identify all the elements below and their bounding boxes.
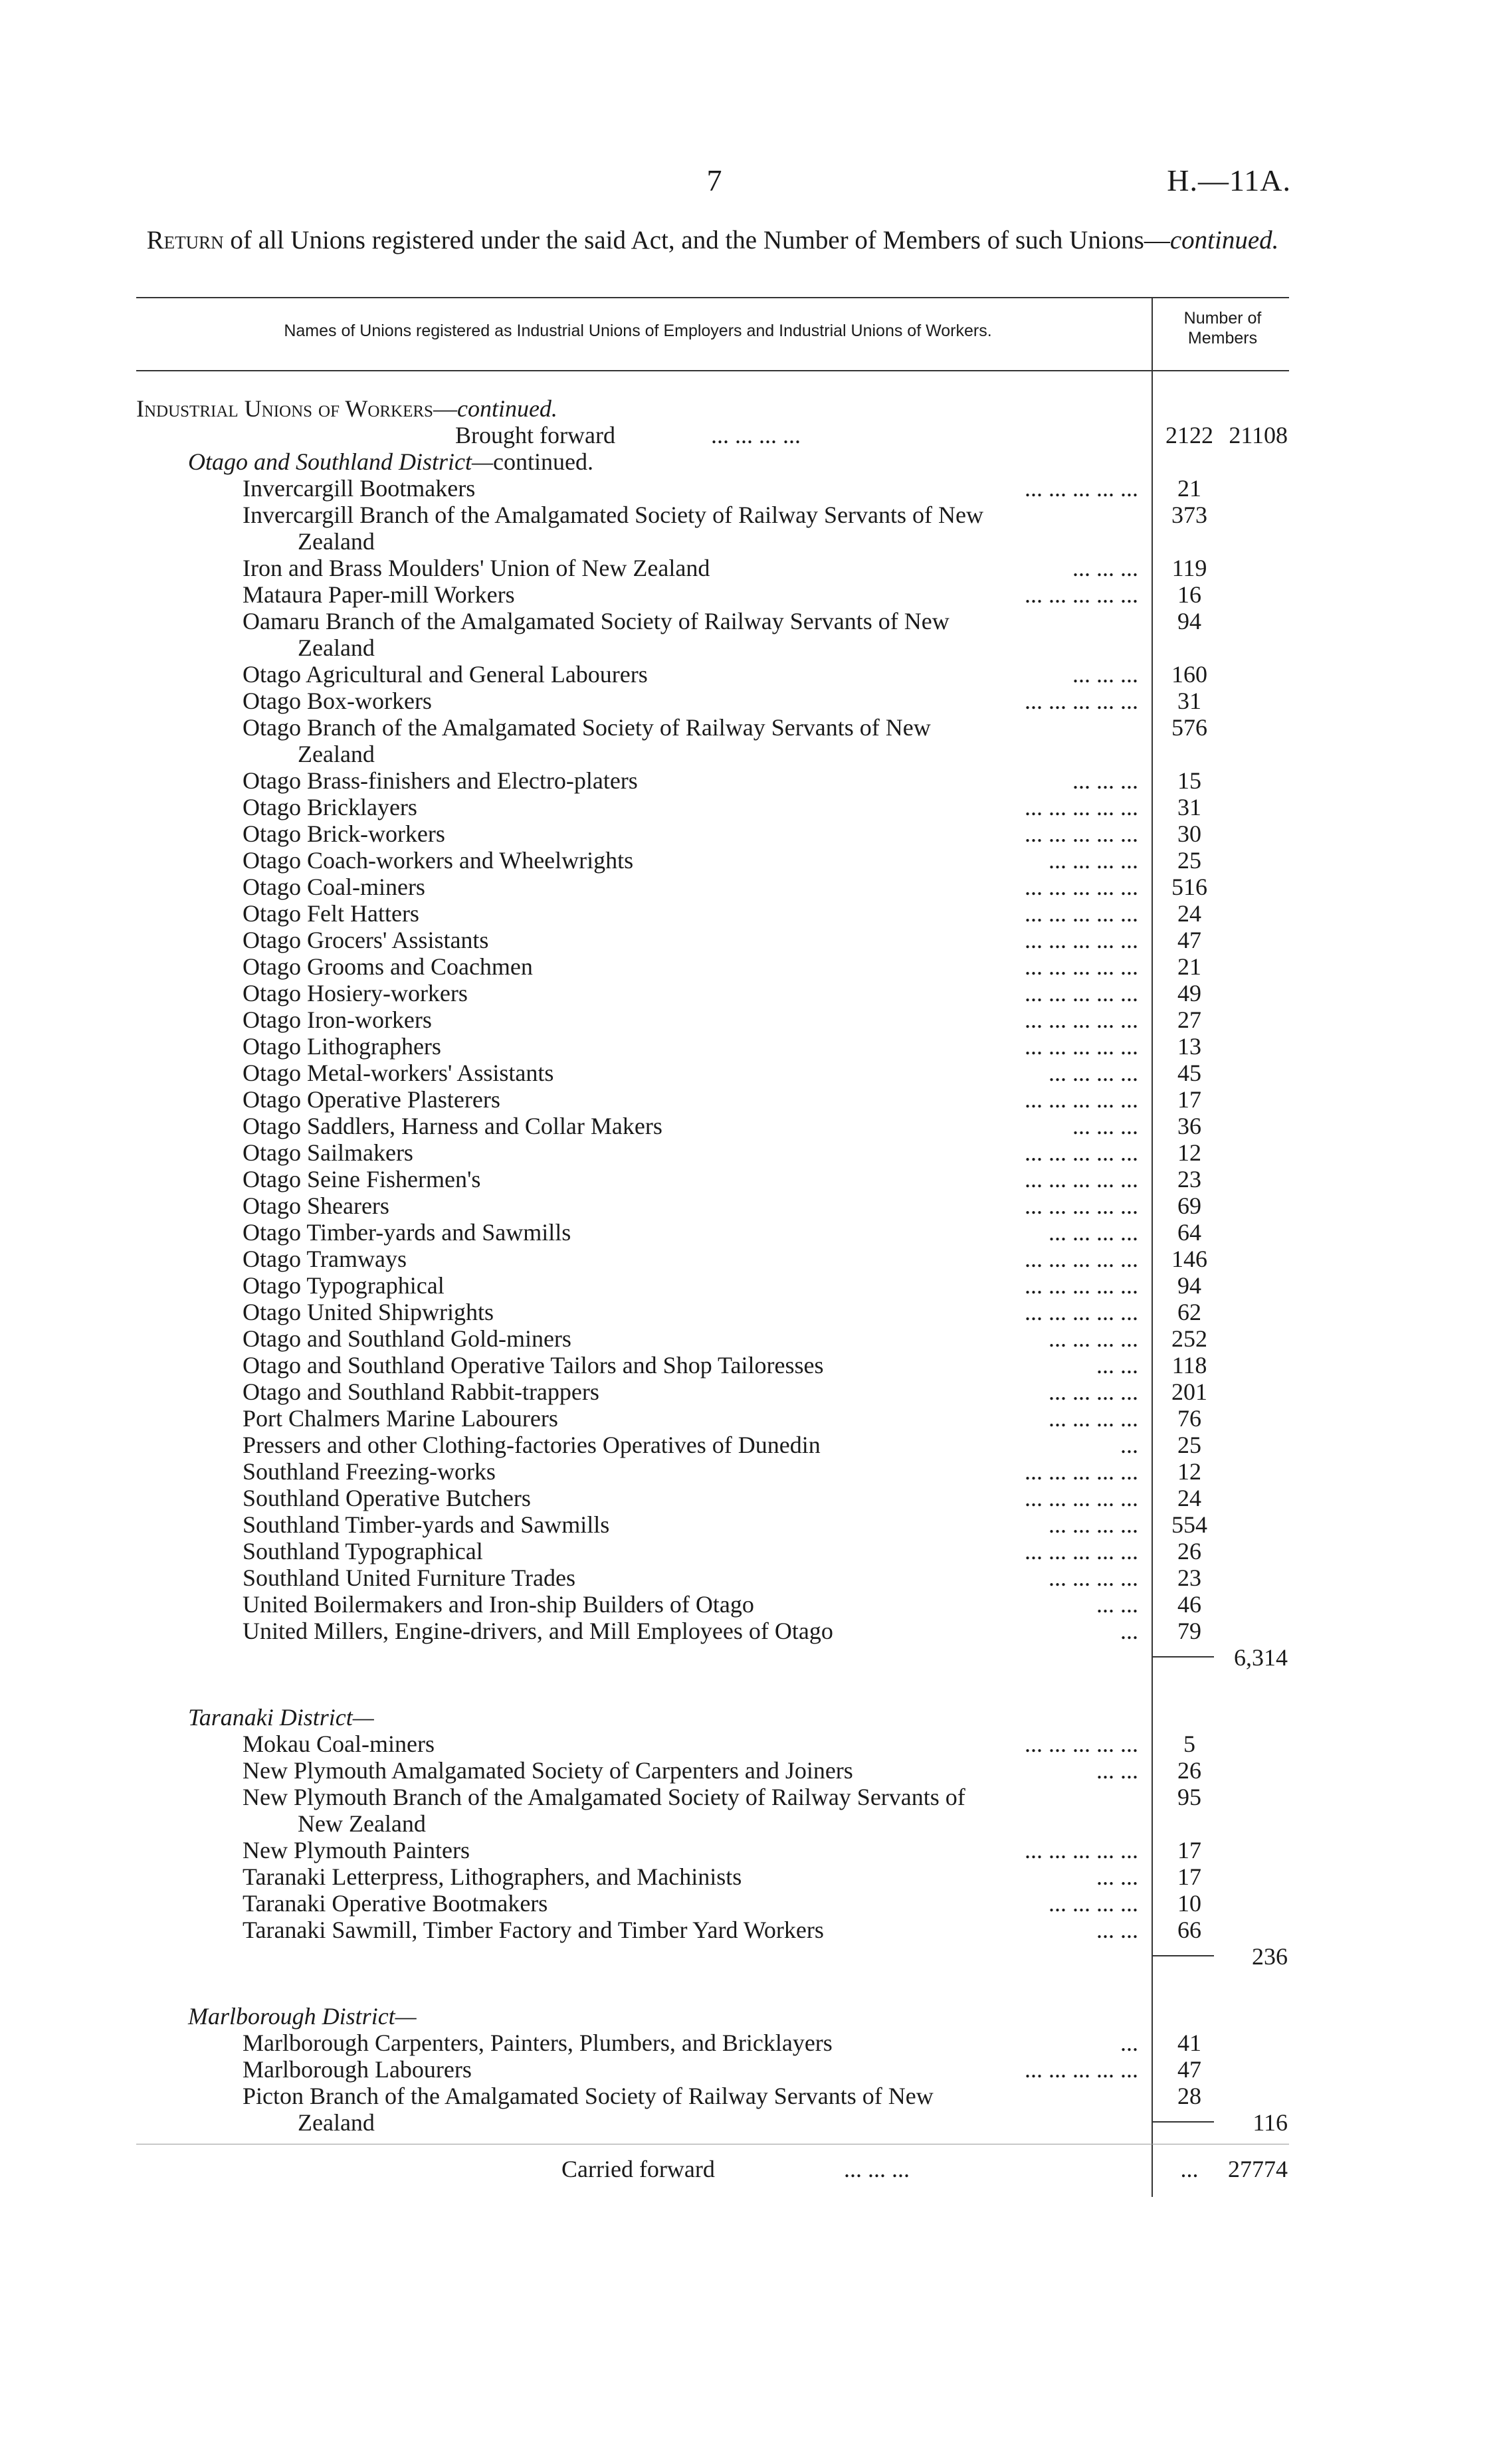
union-name: Otago Metal-workers' Assistants xyxy=(243,1060,554,1086)
district-heading-marlborough xyxy=(188,2003,417,2030)
leader-dots: ... ... ... ... ... xyxy=(1025,1192,1138,1219)
union-name: Taranaki Sawmill, Timber Factory and Timber Yard Workers xyxy=(243,1917,824,1943)
column-header-members: Number of Members xyxy=(1183,309,1262,347)
leader-dots: ... xyxy=(1120,1432,1138,1458)
union-name: Otago Bricklayers xyxy=(243,794,417,820)
table-row xyxy=(0,1757,1507,1784)
member-count: 576 xyxy=(1171,714,1207,741)
leader-dots: ... ... ... ... xyxy=(711,422,801,448)
table-row xyxy=(0,1591,1507,1618)
member-count: 64 xyxy=(1177,1219,1201,1246)
union-name-continued: Zealand xyxy=(298,528,375,555)
table-row xyxy=(0,1299,1507,1325)
table-row xyxy=(0,1837,1507,1863)
section-heading xyxy=(136,395,557,422)
brought-forward-row xyxy=(0,422,1507,448)
member-count: 26 xyxy=(1177,1757,1201,1784)
union-name: Otago Seine Fishermen's xyxy=(243,1166,481,1192)
member-count: 25 xyxy=(1177,1432,1201,1458)
member-count: 31 xyxy=(1177,794,1201,820)
member-count: 41 xyxy=(1177,2030,1201,2056)
page-number: 7 xyxy=(706,163,722,197)
table-row xyxy=(0,1272,1507,1299)
member-count: 201 xyxy=(1171,1378,1207,1405)
member-count: 45 xyxy=(1177,1060,1201,1086)
member-count: 95 xyxy=(1177,1784,1201,1810)
union-name: Otago Hosiery-workers xyxy=(243,980,468,1006)
union-name: United Millers, Engine-drivers, and Mill Employees of Otago xyxy=(243,1618,833,1644)
leader-dots: ... ... xyxy=(1096,1917,1138,1943)
union-name: Otago Grocers' Assistants xyxy=(243,927,489,953)
leader-dots: ... ... ... ... ... xyxy=(1025,794,1138,820)
member-count: 26 xyxy=(1177,1538,1201,1564)
table-row xyxy=(0,1113,1507,1139)
union-name: Southland Freezing-works xyxy=(243,1458,496,1485)
table-row xyxy=(0,581,1507,608)
table-row-continuation xyxy=(0,528,1507,555)
table-row xyxy=(0,1405,1507,1432)
table-row xyxy=(0,980,1507,1006)
table-row xyxy=(0,688,1507,714)
leader-dots: ... ... ... ... ... xyxy=(1025,1538,1138,1564)
carried-forward-row xyxy=(0,2156,1507,2182)
table-row xyxy=(0,1511,1507,1538)
table-row-continuation xyxy=(0,634,1507,661)
leader-dots: ... ... ... ... ... xyxy=(1025,1166,1138,1192)
union-name: Otago Coal-miners xyxy=(243,874,425,900)
table-top-rule xyxy=(136,297,1289,298)
table-row xyxy=(0,1325,1507,1352)
page-reference: H.—11A. xyxy=(1167,163,1291,197)
table-row xyxy=(0,1352,1507,1378)
union-name: Otago Branch of the Amalgamated Society of Railway Servants of New xyxy=(243,714,931,741)
member-count: 12 xyxy=(1177,1458,1201,1485)
leader-dots: ... xyxy=(1120,2030,1138,2056)
table-row xyxy=(0,1485,1507,1511)
table-header-rule xyxy=(136,370,1289,371)
table-row xyxy=(0,661,1507,688)
carried-forward-label: Carried forward xyxy=(561,2156,715,2182)
leader-dots: ... ... ... ... ... xyxy=(1025,1485,1138,1511)
leader-dots: ... ... ... ... ... xyxy=(1025,874,1138,900)
table-row xyxy=(0,1033,1507,1060)
member-count: 46 xyxy=(1177,1591,1201,1618)
union-name: Taranaki Letterpress, Lithographers, and Machinists xyxy=(243,1863,742,1890)
union-name: Oamaru Branch of the Amalgamated Society of Railway Servants of New xyxy=(243,608,950,634)
leader-dots: ... ... ... ... ... xyxy=(1025,900,1138,927)
member-count: 118 xyxy=(1171,1352,1207,1378)
leader-dots: ... ... ... ... xyxy=(1049,1378,1138,1405)
leader-dots: ... ... ... ... ... xyxy=(1025,953,1138,980)
member-count: 62 xyxy=(1177,1299,1201,1325)
member-count: 94 xyxy=(1177,1272,1201,1299)
title-tail: continued. xyxy=(1169,226,1279,254)
district-heading-taranaki xyxy=(188,1704,374,1731)
table-row xyxy=(0,1166,1507,1192)
table-row xyxy=(0,953,1507,980)
title-text: of all Unions registered under the said Act, and the Number of Members of such Unions— xyxy=(223,226,1170,254)
section-heading-title: Industrial Unions of Workers— xyxy=(136,395,457,422)
leader-dots: ... ... ... xyxy=(1072,1113,1138,1139)
union-name: Southland Operative Butchers xyxy=(243,1485,531,1511)
table-row xyxy=(0,1192,1507,1219)
member-count: 23 xyxy=(1177,1166,1201,1192)
union-name: Otago United Shipwrights xyxy=(243,1299,494,1325)
page-title xyxy=(136,226,1289,255)
table-row xyxy=(0,820,1507,847)
union-name: Invercargill Bootmakers xyxy=(243,475,476,502)
union-name: Otago Agricultural and General Labourers xyxy=(243,661,648,688)
member-count: 30 xyxy=(1177,820,1201,847)
union-name: Pressers and other Clothing-factories Operatives of Dunedin xyxy=(243,1432,821,1458)
member-count: 15 xyxy=(1177,767,1201,794)
union-name: Marlborough Labourers xyxy=(243,2056,472,2083)
union-name: Otago Brass-finishers and Electro-platers xyxy=(243,767,638,794)
leader-dots: ... ... ... ... xyxy=(1049,1564,1138,1591)
member-count: 119 xyxy=(1171,555,1207,581)
table-row xyxy=(0,502,1507,528)
leader-dots: ... ... xyxy=(1096,1863,1138,1890)
union-name: Otago Operative Plasterers xyxy=(243,1086,500,1113)
district-heading-tail: continued. xyxy=(493,448,593,475)
table-row xyxy=(0,767,1507,794)
member-count: 25 xyxy=(1177,847,1201,874)
leader-dots: ... ... ... ... xyxy=(1049,847,1138,874)
union-name: Otago Coach-workers and Wheelwrights xyxy=(243,847,634,874)
member-count: 76 xyxy=(1177,1405,1201,1432)
leader-dots: ... ... ... ... ... xyxy=(1025,581,1138,608)
union-name: Taranaki Operative Bootmakers xyxy=(243,1890,548,1917)
member-count: 516 xyxy=(1171,874,1207,900)
table-row xyxy=(0,847,1507,874)
leader-dots: ... ... ... xyxy=(1072,555,1138,581)
table-row xyxy=(0,1863,1507,1890)
union-name: Otago Tramways xyxy=(243,1246,407,1272)
leader-dots: ... ... ... ... xyxy=(1049,1219,1138,1246)
member-count: 554 xyxy=(1171,1511,1207,1538)
district-heading-title: Otago and Southland District— xyxy=(188,448,494,475)
table-row xyxy=(0,608,1507,634)
member-count: 28 xyxy=(1177,2083,1201,2109)
taranaki-total: 236 xyxy=(1252,1943,1288,1970)
brought-forward-subtotal: 2122 xyxy=(1165,422,1213,448)
union-name: Otago Lithographers xyxy=(243,1033,441,1060)
member-count: 16 xyxy=(1177,581,1201,608)
table-row xyxy=(0,2056,1507,2083)
member-count: 21 xyxy=(1177,475,1201,502)
leader-dots: ... ... ... ... xyxy=(1049,1405,1138,1432)
member-count: 21 xyxy=(1177,953,1201,980)
member-count: 17 xyxy=(1177,1863,1201,1890)
member-count: 94 xyxy=(1177,608,1201,634)
member-count: 17 xyxy=(1177,1837,1201,1863)
leader-dots: ... ... ... ... xyxy=(1049,1060,1138,1086)
leader-dots: ... ... xyxy=(1096,1757,1138,1784)
table-row xyxy=(0,927,1507,953)
union-name: Otago Box-workers xyxy=(243,688,432,714)
district-heading-otago xyxy=(188,448,593,475)
union-name: New Plymouth Branch of the Amalgamated Society of Railway Servants of xyxy=(243,1784,965,1810)
table-row-continuation xyxy=(0,1810,1507,1837)
leader-dots: ... ... ... ... ... xyxy=(1025,820,1138,847)
member-count: 5 xyxy=(1183,1731,1195,1757)
table-row xyxy=(0,900,1507,927)
leader-dots: ... ... ... ... ... xyxy=(1025,2056,1138,2083)
otago-total: 6,314 xyxy=(1234,1644,1288,1671)
table-row xyxy=(0,1139,1507,1166)
table-row xyxy=(0,1458,1507,1485)
union-name: Otago Felt Hatters xyxy=(243,900,419,927)
leader-dots: ... ... xyxy=(1096,1352,1138,1378)
member-count: 27 xyxy=(1177,1006,1201,1033)
leader-dots: ... ... ... ... ... xyxy=(1025,1139,1138,1166)
union-name: Otago Sailmakers xyxy=(243,1139,413,1166)
table-row xyxy=(0,874,1507,900)
column-header-names: Names of Unions registered as Industrial Unions of Employers and Industrial Unions of Workers. xyxy=(284,322,992,340)
carried-forward-total: 27774 xyxy=(1228,2156,1288,2182)
subtotal-rule xyxy=(1153,2121,1214,2123)
union-name: New Plymouth Amalgamated Society of Carpenters and Joiners xyxy=(243,1757,853,1784)
table-row xyxy=(0,1086,1507,1113)
member-count: 23 xyxy=(1177,1564,1201,1591)
union-name: United Boilermakers and Iron-ship Builders of Otago xyxy=(243,1591,754,1618)
brought-forward-label: Brought forward xyxy=(455,422,615,448)
union-name: Mokau Coal-miners xyxy=(243,1731,435,1757)
brought-forward-total: 21108 xyxy=(1229,422,1288,448)
union-name-continued: Zealand xyxy=(298,2109,375,2136)
leader-dots: ... ... ... ... xyxy=(1049,1325,1138,1352)
table-row xyxy=(0,1060,1507,1086)
member-count: 47 xyxy=(1177,927,1201,953)
union-name: Southland United Furniture Trades xyxy=(243,1564,575,1591)
union-name: Otago Typographical xyxy=(243,1272,445,1299)
union-name-continued: Zealand xyxy=(298,741,375,767)
member-count: 160 xyxy=(1171,661,1207,688)
member-count: 12 xyxy=(1177,1139,1201,1166)
table-row xyxy=(0,1890,1507,1917)
member-count: 47 xyxy=(1177,2056,1201,2083)
leader-dots: ... ... ... ... xyxy=(1049,1511,1138,1538)
leader-dots: ... ... ... ... xyxy=(1049,1890,1138,1917)
table-row xyxy=(0,475,1507,502)
district-heading-title: Marlborough District— xyxy=(188,2003,417,2030)
member-count: 49 xyxy=(1177,980,1201,1006)
table-row xyxy=(0,1432,1507,1458)
leader-dots: ... ... ... ... ... xyxy=(1025,1272,1138,1299)
union-name: Picton Branch of the Amalgamated Society of Railway Servants of New xyxy=(243,2083,934,2109)
member-count: 24 xyxy=(1177,900,1201,927)
union-name: Otago Grooms and Coachmen xyxy=(243,953,533,980)
member-count: 10 xyxy=(1177,1890,1201,1917)
leader-dots: ... ... ... ... ... xyxy=(1025,688,1138,714)
member-count: 24 xyxy=(1177,1485,1201,1511)
table-row xyxy=(0,1564,1507,1591)
table-row xyxy=(0,794,1507,820)
leader-dots: ... ... ... ... ... xyxy=(1025,980,1138,1006)
union-name: Marlborough Carpenters, Painters, Plumbers, and Bricklayers xyxy=(243,2030,833,2056)
union-name: Iron and Brass Moulders' Union of New Zealand xyxy=(243,555,710,581)
leader-dots: ... ... ... ... ... xyxy=(1025,1006,1138,1033)
member-count: 17 xyxy=(1177,1086,1201,1113)
leader-dots: ... ... ... ... ... xyxy=(1025,1837,1138,1863)
table-row xyxy=(0,1917,1507,1943)
carried-forward-prefix: ... xyxy=(1180,2156,1199,2182)
leader-dots: ... ... ... ... ... xyxy=(1025,927,1138,953)
member-count: 146 xyxy=(1171,1246,1207,1272)
table-row xyxy=(0,1006,1507,1033)
table-row xyxy=(0,1378,1507,1405)
leader-dots: ... ... ... xyxy=(844,2156,910,2182)
union-name: Otago Timber-yards and Sawmills xyxy=(243,1219,571,1246)
table-row xyxy=(0,714,1507,741)
union-name: Otago and Southland Operative Tailors and Shop Tailoresses xyxy=(243,1352,824,1378)
table-row xyxy=(0,1538,1507,1564)
union-name: Otago Saddlers, Harness and Collar Makers xyxy=(243,1113,662,1139)
table-row xyxy=(0,555,1507,581)
district-heading-title: Taranaki District— xyxy=(188,1704,374,1731)
leader-dots: ... xyxy=(1120,1618,1138,1644)
union-name: Southland Timber-yards and Sawmills xyxy=(243,1511,610,1538)
union-name: Otago Shearers xyxy=(243,1192,389,1219)
member-count: 31 xyxy=(1177,688,1201,714)
leader-dots: ... ... ... ... ... xyxy=(1025,1458,1138,1485)
leader-dots: ... ... ... ... ... xyxy=(1025,1246,1138,1272)
leader-dots: ... ... ... xyxy=(1072,661,1138,688)
subtotal-rule xyxy=(1153,1955,1214,1956)
leader-dots: ... ... ... ... ... xyxy=(1025,475,1138,502)
union-name: Invercargill Branch of the Amalgamated Society of Railway Servants of New xyxy=(243,502,983,528)
union-name: Otago and Southland Gold-miners xyxy=(243,1325,571,1352)
table-row xyxy=(0,2083,1507,2109)
leader-dots: ... ... ... ... ... xyxy=(1025,1033,1138,1060)
leader-dots: ... ... ... ... ... xyxy=(1025,1731,1138,1757)
leader-dots: ... ... xyxy=(1096,1591,1138,1618)
table-row xyxy=(0,1219,1507,1246)
member-count: 252 xyxy=(1171,1325,1207,1352)
table-row-continuation xyxy=(0,741,1507,767)
member-count: 373 xyxy=(1171,502,1207,528)
union-name: Otago and Southland Rabbit-trappers xyxy=(243,1378,599,1405)
union-name: Otago Brick-workers xyxy=(243,820,445,847)
marlborough-total: 116 xyxy=(1253,2109,1288,2136)
table-row xyxy=(0,1246,1507,1272)
member-count: 36 xyxy=(1177,1113,1201,1139)
section-heading-tail: continued. xyxy=(456,395,557,422)
union-name: New Plymouth Painters xyxy=(243,1837,470,1863)
union-name: Mataura Paper-mill Workers xyxy=(243,581,515,608)
leader-dots: ... ... ... ... ... xyxy=(1025,1086,1138,1113)
member-count: 79 xyxy=(1177,1618,1201,1644)
leader-dots: ... ... ... xyxy=(1072,767,1138,794)
union-name: Otago Iron-workers xyxy=(243,1006,432,1033)
union-name-continued: New Zealand xyxy=(298,1810,426,1837)
subtotal-rule xyxy=(1153,1656,1214,1658)
title-lead: Return xyxy=(146,226,224,254)
table-row xyxy=(0,1731,1507,1757)
union-name: Port Chalmers Marine Labourers xyxy=(243,1405,558,1432)
union-name-continued: Zealand xyxy=(298,634,375,661)
leader-dots: ... ... ... ... ... xyxy=(1025,1299,1138,1325)
table-row xyxy=(0,1618,1507,1644)
member-count: 66 xyxy=(1177,1917,1201,1943)
table-row xyxy=(0,2030,1507,2056)
member-count: 69 xyxy=(1177,1192,1201,1219)
union-name: Southland Typographical xyxy=(243,1538,483,1564)
table-row xyxy=(0,1784,1507,1810)
member-count: 13 xyxy=(1177,1033,1201,1060)
